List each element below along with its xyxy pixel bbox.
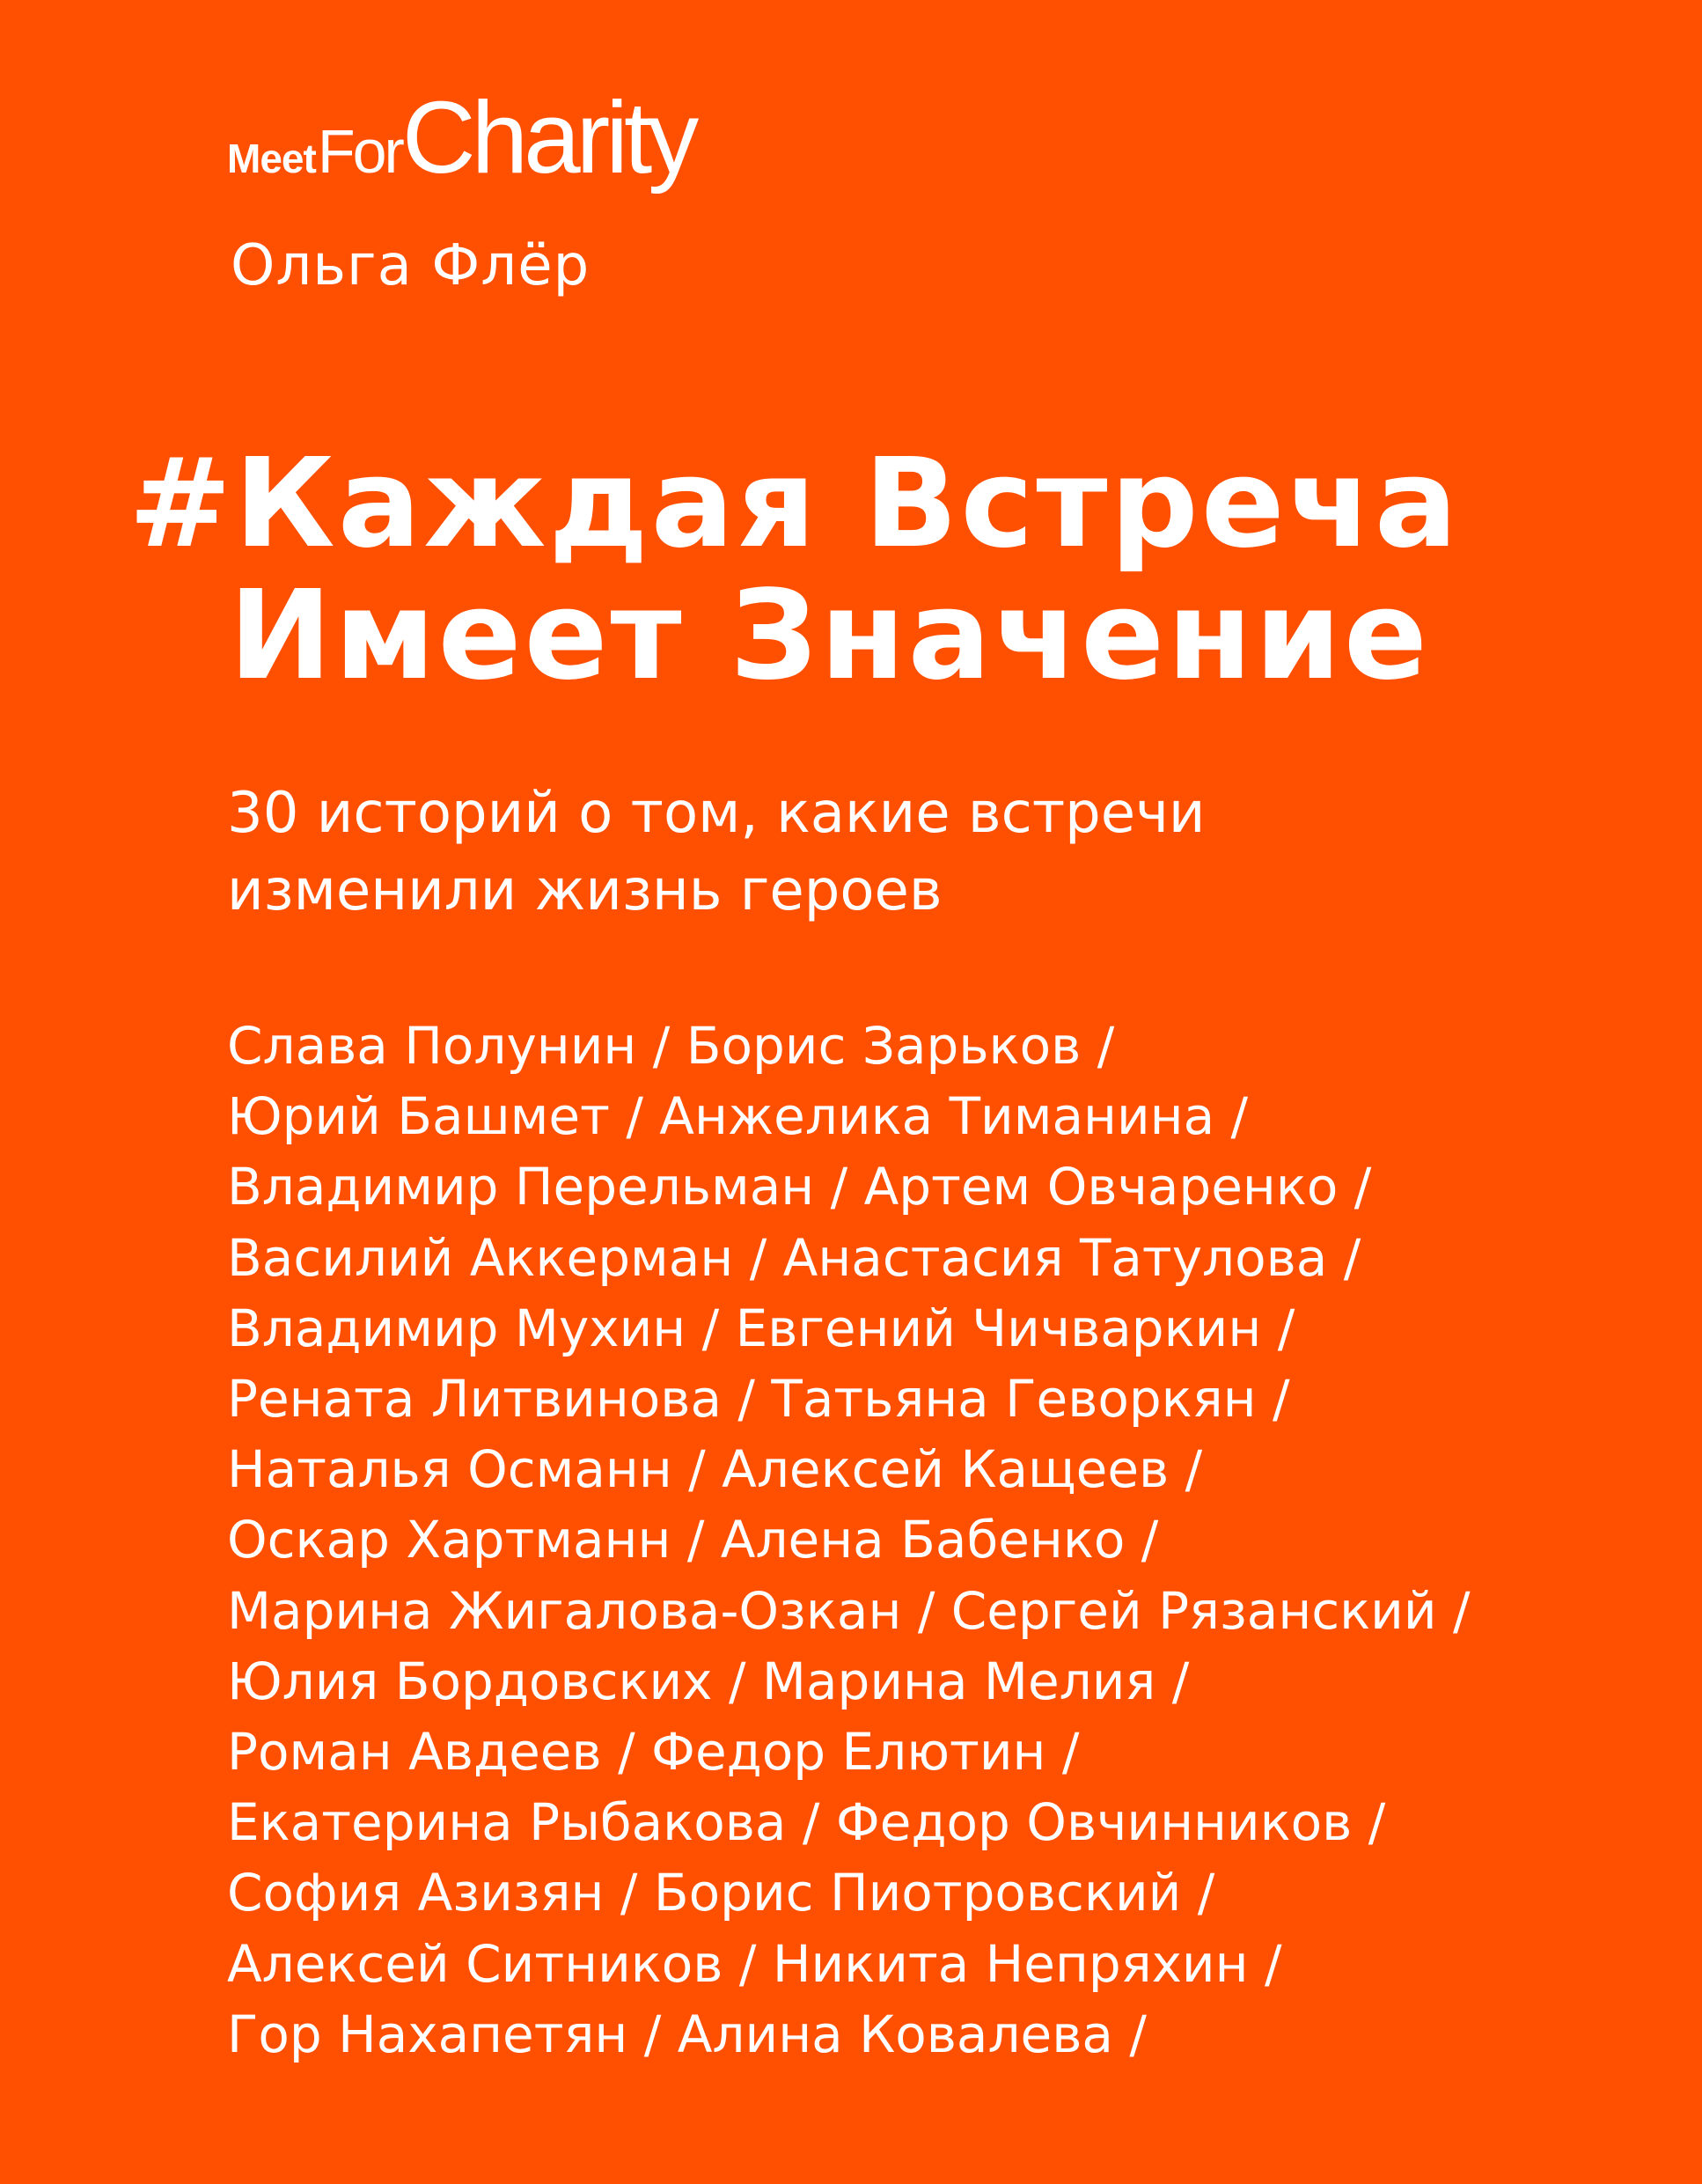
contributors-line: Алексей Ситников / Никита Непряхин / [227,1933,1282,1994]
logo-meet-text: Meet [227,136,316,181]
book-subtitle [227,775,1600,930]
contributors-line: Рената Литвинова / Татьяна Геворкян / [227,1369,1290,1430]
logo-for-text: For [317,117,402,186]
contributors-line: Роман Авдеев / Федор Елютин / [227,1722,1080,1783]
contributors-list [227,1011,1670,2070]
contributors-line: Владимир Перельман / Артем Овчаренко / [227,1157,1372,1217]
contributors-line: Юлия Бордовских / Марина Мелия / [227,1651,1190,1711]
subtitle-line-1: 30 историй о том, какие встречи [227,781,1206,846]
title-line-1: #Каждая Встреча [128,432,1461,576]
publisher-logo [227,80,695,201]
contributors-line: Юрий Башмет / Анжелика Тиманина / [227,1086,1249,1147]
contributors-line: Марина Жигалова-Озкан / Сергей Рязанский / [227,1580,1471,1641]
logo-charity-text: Charity [401,80,695,195]
contributors-line: Слава Полунин / Борис Зарьков / [227,1016,1115,1076]
contributors-line: Владимир Мухин / Евгений Чичваркин / [227,1298,1295,1358]
contributors-line: Наталья Османн / Алексей Кащеев / [227,1439,1203,1500]
contributors-line: Оскар Хартманн / Алена Бабенко / [227,1510,1159,1570]
title-line-2: Имеет Значение [229,564,1430,708]
contributors-line: Василий Аккерман / Анастасия Татулова / [227,1227,1361,1288]
book-title [128,432,1642,708]
author-name: Ольга Флёр [231,233,591,298]
subtitle-line-2: изменили жизнь героев [227,858,943,923]
contributors-line: Екатерина Рыбакова / Федор Овчинников / [227,1792,1386,1853]
contributors-line: София Азизян / Борис Пиотровский / [227,1863,1215,1923]
contributors-line: Гор Нахапетян / Алина Ковалева / [227,2004,1147,2064]
